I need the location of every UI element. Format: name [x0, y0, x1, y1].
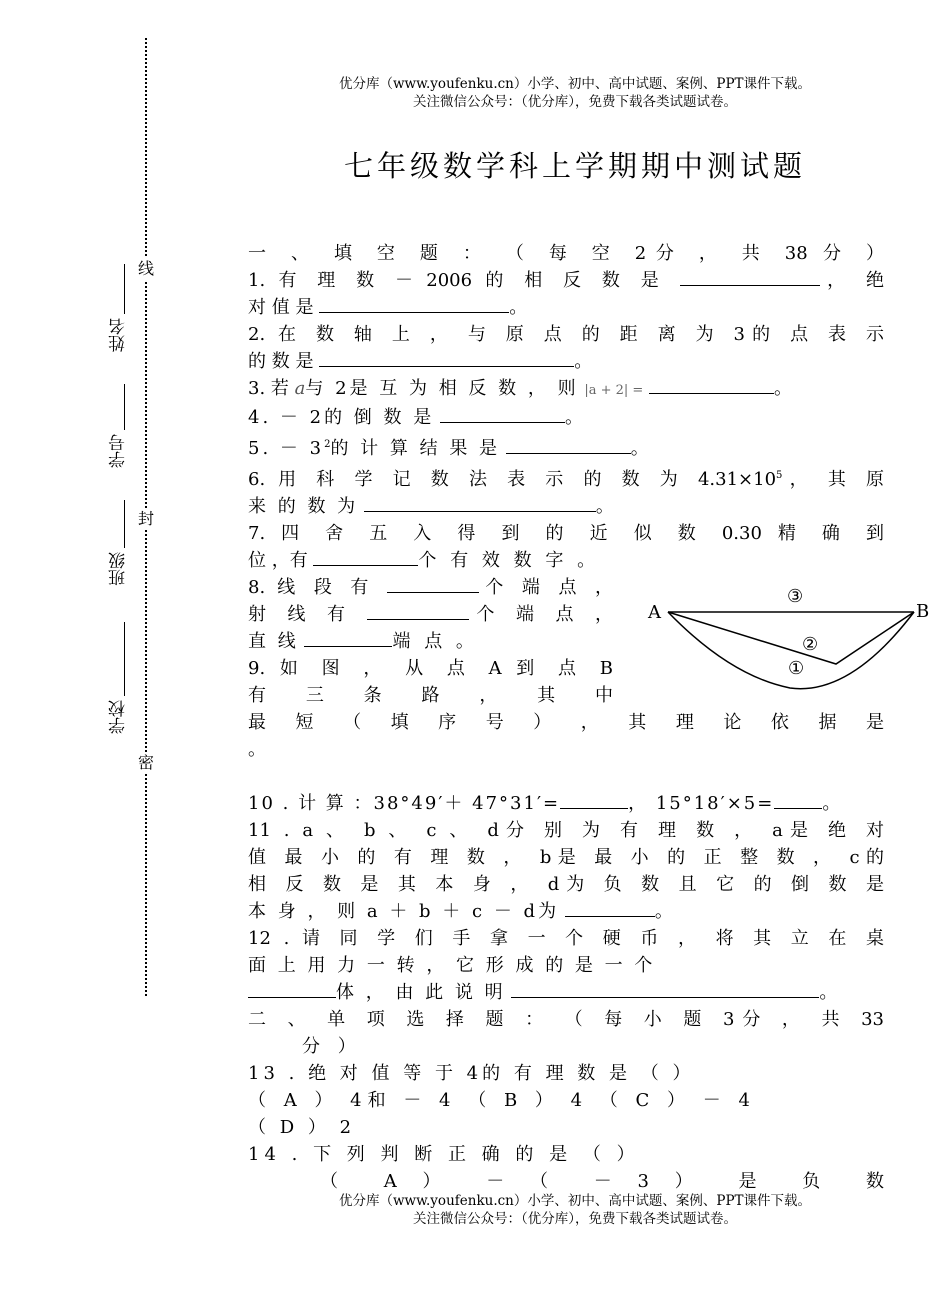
page-title: 七年级数学科上学期期中测试题 — [343, 149, 806, 183]
answer-blank[interactable] — [367, 601, 469, 620]
question-10: 10 . 计 算 ：38°49′＋ 47°31′= ， 15°18′×5= 。 — [248, 790, 884, 817]
page-footer — [240, 1192, 910, 1228]
question-8-line-1: 8. 线 段 有 个 端 点 ， — [248, 574, 613, 601]
question-4: 4. － 2的 倒 数 是 。 — [248, 404, 884, 431]
question-7-line-1: 7. 四 舍 五 入 得 到 的 近 似 数 0.30 精 确 到 — [248, 523, 884, 544]
question-12-line-1: 12 . 请 同 学 们 手 拿 一 个 硬 币 ， 将 其 立 在 桌 — [248, 928, 884, 949]
section-2-heading: 二 、 单 项 选 择 题 ： （ 每 小 题 3分 ， 共 33 — [248, 1009, 884, 1030]
question-3: 3. 若 a与 2是 互 为 相 反 数 ， 则 |a + 2| = 。 — [248, 375, 884, 404]
path-diagram — [640, 586, 940, 696]
answer-blank[interactable] — [774, 790, 822, 809]
question-12-line-3: 体 ， 由 此 说 明 。 — [248, 979, 884, 1006]
question-11-line-1: 11 . a 、 b 、 c 、 d分 别 为 有 理 数 ， a是 绝 对 — [248, 820, 884, 841]
header-line-1: 优分库（www.youfenku.cn）小学、初中、高中试题、案例、PPT课件下载。 — [338, 76, 812, 92]
student-number-label: 学号 — [109, 434, 129, 468]
header-line-2: 关注微信公众号：（优分库），免费下载各类试题试卷。 — [413, 94, 737, 110]
question-11-line-4: 本 身 ， 则 a ＋ b ＋ c － d为 。 — [248, 898, 884, 925]
seal-label-feng: 封 — [137, 509, 154, 528]
question-1-line-1: 1. 有 理 数 － 2006 的 相 反 数 是 ， 绝 — [248, 267, 884, 294]
student-number-rule — [124, 384, 125, 430]
question-8-line-2: 射 线 有 个 端 点 ， — [248, 601, 613, 628]
question-14-option-a: （ A ） － （ － 3 ） 是 负 数 — [320, 1171, 884, 1192]
school-rule — [124, 622, 125, 696]
name-rule — [124, 264, 125, 314]
name-label: 姓名 — [109, 318, 129, 352]
answer-blank[interactable] — [440, 404, 565, 423]
path-1-label: ① — [788, 658, 805, 679]
question-9-line-1: 9. 如 图 ， 从 点 A 到 点 B — [248, 658, 613, 679]
answer-blank[interactable] — [506, 435, 631, 454]
school-label: 学校 — [109, 700, 129, 734]
page-header — [240, 75, 910, 111]
point-a-label: A — [648, 602, 661, 623]
class-label: 班级 — [109, 552, 129, 586]
question-6-line-2: 来 的 数 为 。 — [248, 493, 884, 520]
footer-line-2: 关注微信公众号：（优分库），免费下载各类试题试卷。 — [413, 1211, 737, 1227]
seal-label-xian: 线 — [137, 259, 154, 278]
question-9-line-3: 最 短 （ 填 序 号 ） ， 其 理 论 依 据 是 — [248, 712, 884, 733]
question-6-line-1: 6. 用 科 学 记 数 法 表 示 的 数 为 $4.31\times 10^5$， 其 原 — [248, 469, 884, 490]
answer-blank[interactable] — [319, 294, 509, 313]
answer-blank[interactable] — [560, 790, 628, 809]
question-8-and-9 — [248, 574, 613, 709]
answer-blank[interactable] — [364, 493, 596, 512]
answer-blank[interactable] — [511, 979, 819, 998]
question-11-line-2: 值 最 小 的 有 理 数 ， b是 最 小 的 正 整 数 ， c的 — [248, 847, 884, 868]
question-12-line-2: 面 上 用 力 一 转 ， 它 形 成 的 是 一 个 — [248, 955, 656, 976]
question-11-line-3: 相 反 数 是 其 本 身 ， d为 负 数 且 它 的 倒 数 是 — [248, 874, 884, 895]
answer-blank[interactable] — [304, 628, 392, 647]
exam-content — [248, 240, 884, 1195]
answer-blank[interactable] — [387, 574, 479, 593]
question-2-line-1: 2. 在 数 轴 上 ， 与 原 点 的 距 离 为 3的 点 表 示 — [248, 324, 884, 345]
answer-blank[interactable] — [319, 348, 574, 367]
question-13: 13 . 绝 对 值 等 于 4的 有 理 数 是 （ ） — [248, 1063, 695, 1084]
answer-blank[interactable] — [248, 979, 336, 998]
path-2-label: ② — [802, 634, 819, 655]
answer-blank[interactable] — [649, 375, 774, 394]
question-1-line-2: 对 值 是 。 — [248, 294, 884, 321]
question-13-options: （ A ） 4和 － 4 （ B ） 4 （ C ） － 4 — [248, 1090, 756, 1111]
seal-label-mi: 密 — [137, 753, 154, 772]
question-7-line-2: 位 ，有 个 有 效 数 字 。 — [248, 547, 884, 574]
path-3-label: ③ — [787, 586, 804, 607]
question-2-line-2: 的 数 是 。 — [248, 348, 884, 375]
footer-line-1: 优分库（www.youfenku.cn）小学、初中、高中试题、案例、PPT课件下载。 — [338, 1193, 812, 1209]
point-b-label: B — [916, 601, 930, 622]
question-5: 5. － $3^2$的 计 算 结 果 是 。 — [248, 431, 884, 462]
class-rule — [124, 500, 125, 548]
section-2-heading-cont: 分 ） — [302, 1036, 362, 1057]
question-9-line-2: 有 三 条 路 ， 其 中 — [248, 685, 613, 706]
question-14: 14 . 下 列 判 断 正 确 的 是 （ ） — [248, 1144, 640, 1165]
answer-blank[interactable] — [565, 898, 655, 917]
path-2-polyline — [668, 612, 914, 664]
answer-blank[interactable] — [680, 267, 820, 286]
question-13-option-d: （ D ） 2 — [248, 1117, 356, 1138]
section-1-heading: 一 、 填 空 题 ： （ 每 空 2分 ， 共 38 分 ） — [248, 243, 884, 264]
question-9-line-4: 。 — [248, 739, 266, 760]
answer-blank[interactable] — [313, 547, 418, 566]
question-8-line-3: 直 线 端 点 。 — [248, 628, 613, 655]
